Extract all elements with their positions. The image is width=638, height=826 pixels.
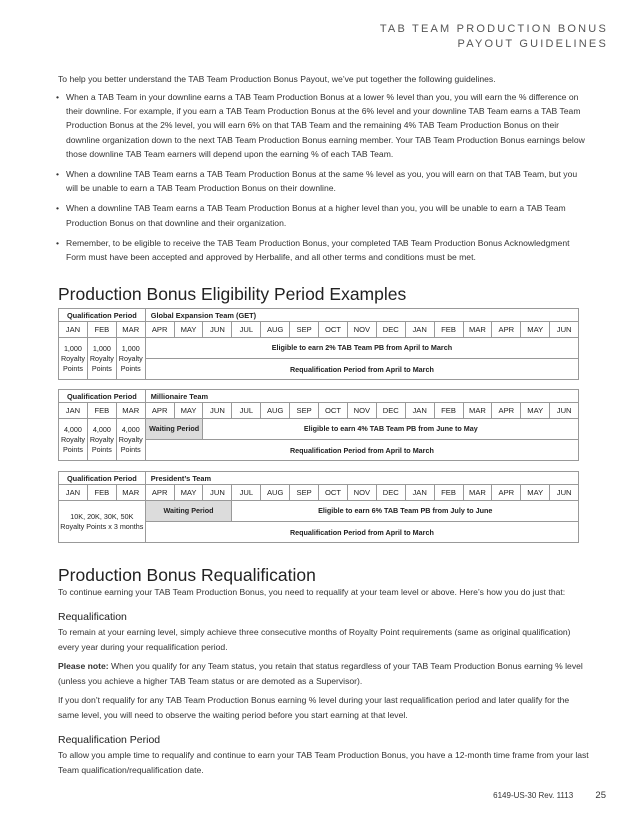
eligibility-table-get <box>58 308 579 380</box>
royalty-points-cell: 4,000 Royalty Points <box>87 419 116 461</box>
eligibility-bar: Eligible to earn 2% TAB Team PB from April to March <box>145 338 578 359</box>
waiting-period-cell: Waiting Period <box>145 501 232 522</box>
requalification-section <box>58 585 592 782</box>
waiting-period-cell: Waiting Period <box>145 419 203 440</box>
royalty-points-cell: 4,000 Royalty Points <box>116 419 145 461</box>
document-code: 6149-US-30 Rev. 1113 <box>493 791 574 800</box>
page-footer <box>493 790 606 801</box>
requalification-text-2: If you don’t requalify for any TAB Team Production Bonus earning % level during your last requalification period and later qualify for the same level, you will need to observe the waiting period before you start earning at that level. <box>58 695 570 720</box>
header-line-1: TAB TEAM PRODUCTION BONUS <box>379 23 608 35</box>
royalty-points-cell: 1,000 Royalty Points <box>116 338 145 380</box>
eligibility-bar: Eligible to earn 4% TAB Team PB from June to May <box>203 419 579 440</box>
royalty-points-cell: 1,000 Royalty Points <box>59 338 88 380</box>
page-number: 25 <box>595 790 606 801</box>
requalification-heading: Requalification <box>58 611 127 623</box>
guideline-list <box>56 90 590 270</box>
note-label: Please note: <box>58 661 109 671</box>
header-line-2: PAYOUT GUIDELINES <box>457 38 608 50</box>
requalification-bar: Requalification Period from April to March <box>145 440 578 461</box>
guideline-item: • When a TAB Team in your downline earns a TAB Team Production Bonus at a lower % level than you, you will earn the % difference on their downline. For example, if you earn a TAB Team Production Bonus at the 6% level and your downline TAB Team earns a TAB Team Production Bonus at the 2% level, you will earn 6% on that TAB Team and the remaining 4% TAB Team Production Bonus on their downline organization down to the next TAB Team Production Bonus earning member. Your TAB Team Production Bonus earnings below those downline TAB Team earners will depend upon the earning % of each TAB Team. <box>56 92 585 159</box>
team-name: President’s Team <box>145 472 578 485</box>
note-paragraph <box>58 659 592 689</box>
section-title-eligibility: Production Bonus Eligibility Period Examples <box>58 284 407 304</box>
page-header <box>380 22 608 52</box>
requalification-bar: Requalification Period from April to March <box>145 522 578 543</box>
team-name: Millionaire Team <box>145 390 578 403</box>
team-name: Global Expansion Team (GET) <box>145 309 578 322</box>
eligibility-table-presidents <box>58 471 579 543</box>
requalification-period-heading: Requalification Period <box>58 734 161 746</box>
month-row: JAN FEB MAR APR MAY JUN JUL AUG SEP OCT NOV DEC JAN FEB MAR APR MAY JUN <box>59 403 579 419</box>
month-row: JAN FEB MAR APR MAY JUN JUL AUG SEP OCT NOV DEC JAN FEB MAR APR MAY JUN <box>59 485 579 501</box>
royalty-points-cell: 4,000 Royalty Points <box>59 419 88 461</box>
requalification-bar: Requalification Period from April to March <box>145 359 578 380</box>
eligibility-table-millionaire <box>58 389 579 461</box>
qualification-period-label: Qualification Period <box>59 309 146 322</box>
guideline-item: • When a downline TAB Team earns a TAB Team Production Bonus at the same % level as you, you will earn on that TAB Team, but you will be unable to earn a TAB Team Production Bonus on their downline. <box>56 169 578 194</box>
royalty-points-cell: 10K, 20K, 30K, 50K Royalty Points x 3 months <box>59 501 146 543</box>
intro-text: To help you better understand the TAB Team Production Bonus Payout, we’ve put together the following guidelines. <box>58 74 496 84</box>
requalification-text: To remain at your earning level, simply achieve three consecutive months of Royalty Point requirements (same as original qualification) every year during your requalification period. <box>58 627 571 652</box>
guideline-item: • Remember, to be eligible to receive the TAB Team Production Bonus, your completed TAB Team Production Bonus Acknowledgment Form must have been accepted and approved by Herbalife, and all other terms and conditions must be met. <box>56 237 570 263</box>
section-title-requalification: Production Bonus Requalification <box>58 565 316 585</box>
qualification-period-label: Qualification Period <box>59 472 146 485</box>
eligibility-bar: Eligible to earn 6% TAB Team PB from July to June <box>232 501 579 522</box>
qualification-period-label: Qualification Period <box>59 390 146 403</box>
requalification-period-text: To allow you ample time to requalify and continue to earn your TAB Team Production Bonus, you have a 12-month time frame from your last Team qualification/requalification date. <box>58 750 589 775</box>
month-row: JAN FEB MAR APR MAY JUN JUL AUG SEP OCT NOV DEC JAN FEB MAR APR MAY JUN <box>59 322 579 338</box>
guideline-item: • When a downline TAB Team earns a TAB Team Production Bonus at a higher level than you, you will be unable to earn a TAB Team Production Bonus on that downline and their organization. <box>56 203 566 228</box>
note-text: When you qualify for any Team status, you retain that status regardless of your TAB Team Production Bonus earning % level (unless you achieve a higher TAB Team status or are demoted as a Supervisor). <box>58 661 583 686</box>
royalty-points-cell: 1,000 Royalty Points <box>87 338 116 380</box>
requalification-intro: To continue earning your TAB Team Production Bonus, you need to requalify at your team level or above. Here’s how you do just that: <box>58 587 566 597</box>
